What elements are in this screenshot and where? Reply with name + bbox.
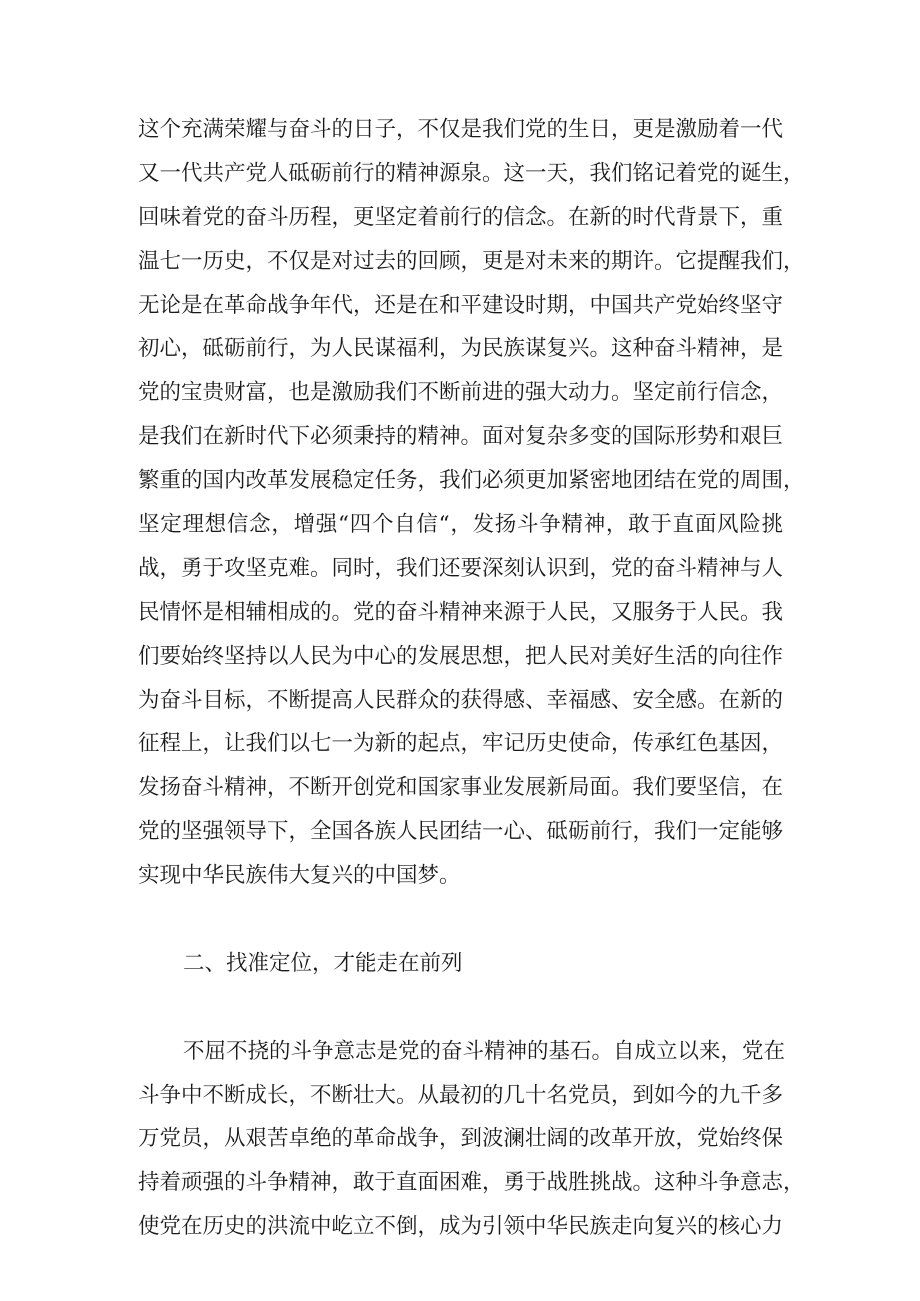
text-line: 是我们在新时代下必须秉持的精神。面对复杂多变的国际形势和艰巨 — [138, 424, 784, 450]
document-page — [138, 108, 805, 1249]
text-line: 坚定理想信念，增强“四个自信“，发扬斗争精神，敢于直面风险挑 — [138, 512, 783, 538]
text-line: 实现中华民族伟大复兴的中国梦。 — [138, 863, 461, 889]
text-line: 征程上，让我们以七一为新的起点，牢记历史使命，传承红色基因， — [138, 731, 784, 757]
text-line: 战，勇于攻坚克难。同时，我们还要深刻认识到，党的奋斗精神与人 — [138, 555, 784, 581]
text-line: 持着顽强的斗争精神，敢于直面困难，勇于战胜挑战。这种斗争意志， — [138, 1170, 805, 1196]
text-line: 繁重的国内改革发展稳定任务，我们必须更加紧密地团结在党的周围， — [138, 468, 805, 494]
text-line: 们要始终坚持以人民为中心的发展思想，把人民对美好生活的向往作 — [138, 643, 784, 669]
text-line: 为奋斗目标，不断提高人民群众的获得感、幸福感、安全感。在新的 — [138, 687, 784, 713]
text-line: 又一代共产党人砥砺前行的精神源泉。这一天，我们铭记着党的诞生， — [138, 160, 805, 186]
text-line: 初心，砥砺前行，为人民谋福利，为民族谋复兴。这种奋斗精神，是 — [138, 336, 784, 362]
text-line: 党的坚强领导下，全国各族人民团结一心、砥砺前行，我们一定能够 — [138, 819, 784, 845]
text-line: 民情怀是相辅相成的。党的奋斗精神来源于人民，又服务于人民。我 — [138, 599, 784, 625]
text-line: 温七一历史，不仅是对过去的回顾，更是对未来的期许。它提醒我们， — [138, 248, 805, 274]
text-line: 无论是在革命战争年代，还是在和平建设时期，中国共产党始终坚守 — [138, 292, 784, 318]
text-line: 斗争中不断成长，不断壮大。从最初的几十名党员，到如今的九千多 — [138, 1082, 784, 1108]
paragraph-2 — [138, 1030, 805, 1249]
section-heading: 二、找准定位，才能走在前列 — [183, 950, 463, 976]
text-line: 发扬奋斗精神，不断开创党和国家事业发展新局面。我们要坚信，在 — [138, 775, 784, 801]
paragraph-spacer — [138, 898, 783, 942]
text-line: 万党员，从艰苦卓绝的革命战争，到波澜壮阔的改革开放，党始终保 — [138, 1126, 784, 1152]
paragraph-1 — [138, 108, 805, 898]
text-line: 使党在历史的洪流中屹立不倒，成为引领中华民族走向复兴的核心力 — [138, 1214, 784, 1240]
text-line: 回味着党的奋斗历程，更坚定着前行的信念。在新的时代背景下，重 — [138, 204, 784, 230]
text-line: 党的宝贵财富，也是激励我们不断前进的强大动力。坚定前行信念， — [138, 380, 784, 406]
paragraph-spacer — [138, 986, 783, 1030]
text-line: 不屈不挠的斗争意志是党的奋斗精神的基石。自成立以来，党在 — [183, 1038, 786, 1064]
text-line: 这个充满荣耀与奋斗的日子，不仅是我们党的生日，更是激励着一代 — [138, 117, 784, 142]
